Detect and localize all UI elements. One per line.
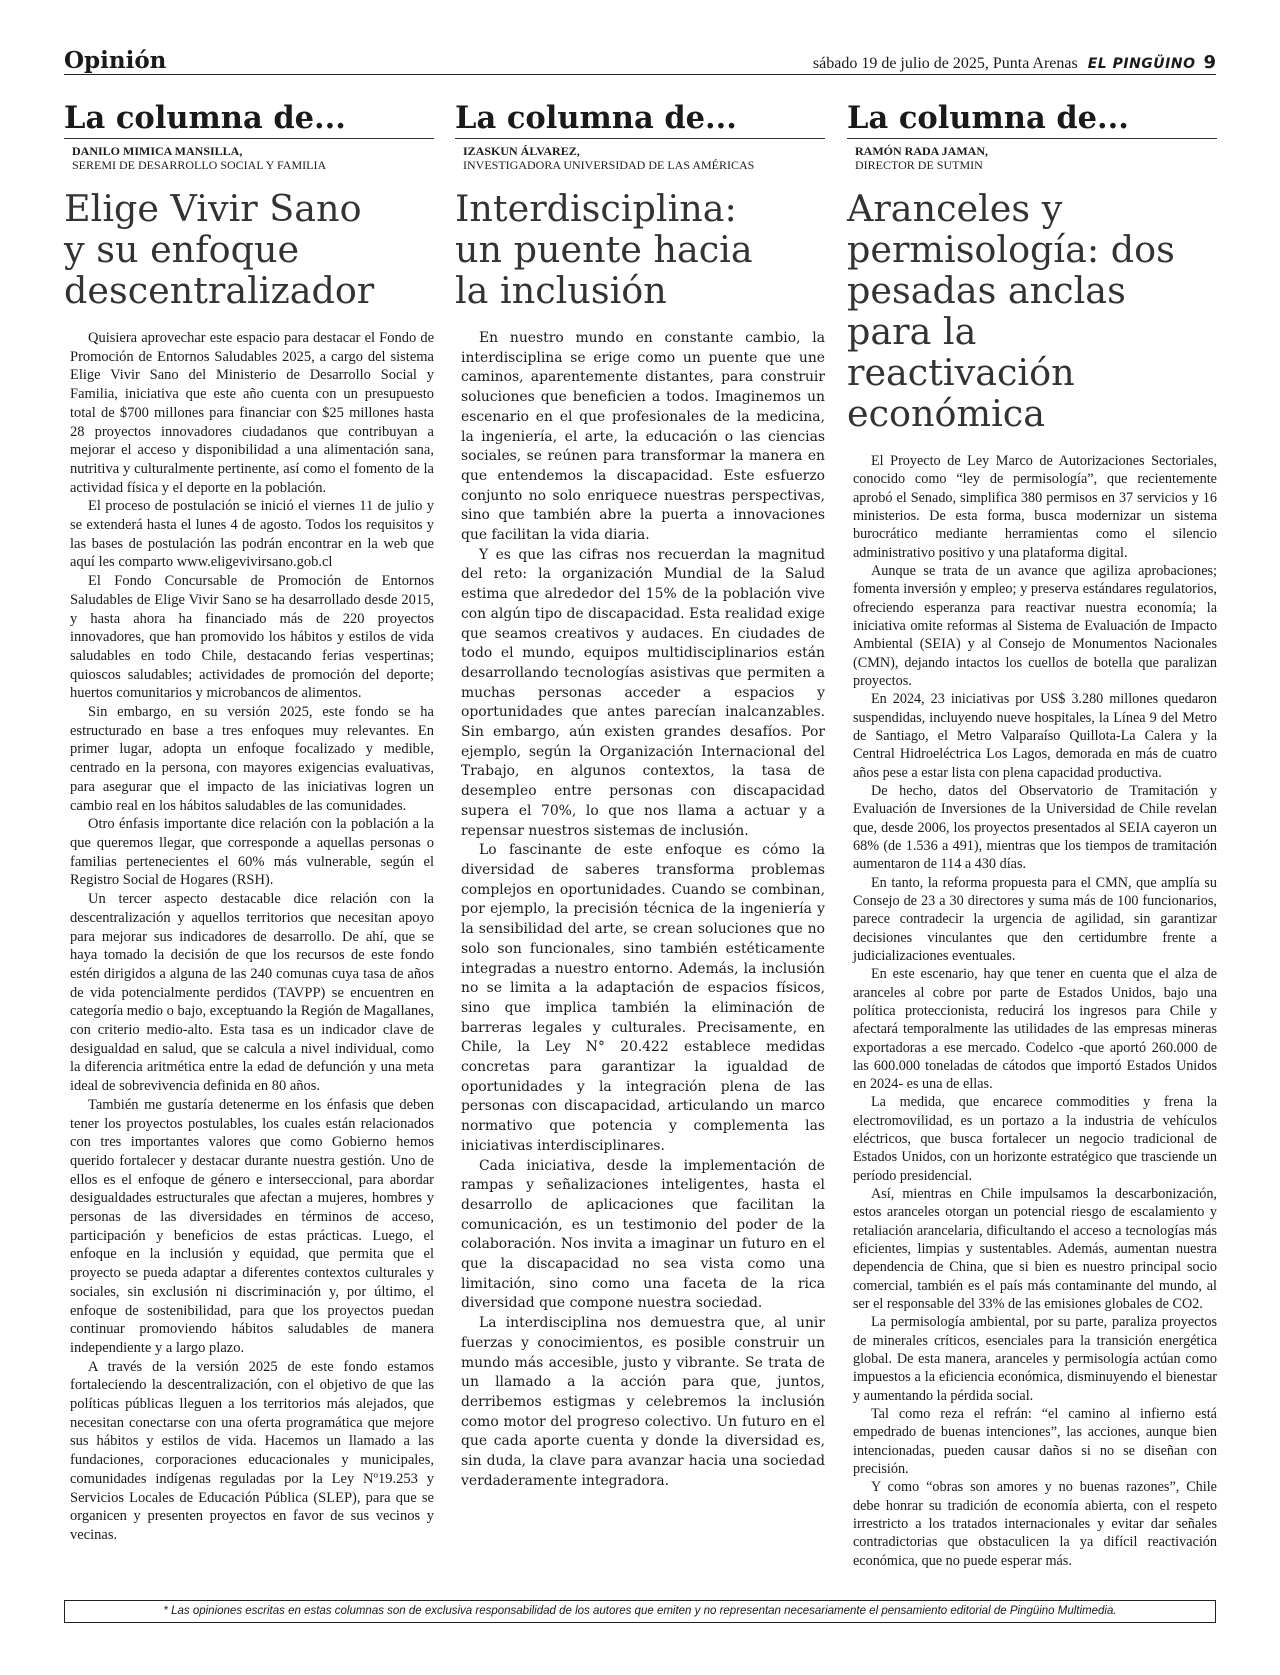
paragraph: En este escenario, hay que tener en cuenta que el alza de aranceles al cobre por parte de Estados Unidos, bajo una política proteccionista, reducirá los ingresos para Chile y afectará temporalmente las utilidades de las empresas mineras exportadoras a ese mercado. Codelco -que aportó 260.000 de las 600.000 toneladas de cátodos que importó Estados Unidos en 2024- es una de ellas. [853, 966, 1217, 1093]
opinion-column-1 [64, 100, 434, 1545]
headline-line: un puente hacia [455, 228, 753, 271]
paragraph: Cada iniciativa, desde la implementación de rampas y señalizaciones inteligentes, hasta el desarrollo de aplicaciones que facilitan la comunicación, es un testimonio del poder de la colaboración. Nos invita a imaginar un futuro en el que la discapacidad no sea vista como una limitación, sino como una faceta de la rica diversidad que compone nuestra sociedad. [461, 1157, 825, 1312]
headline-line: reactivación económica [847, 351, 1075, 435]
paragraph: Lo fascinante de este enfoque es cómo la diversidad de saberes transforma problemas complejos en oportunidades. Cuando se combinan, por ejemplo, la precisión técnica de la ingeniería y la sensibilidad del arte, se crean soluciones que no solo son funcionales, sino también estéticamente integradas a nuestro entorno. Además, la inclusión no se limita a la adaptación de espacios físicos, sino que implica también la eliminación de barreras legales y culturales. Precisamente, en Chile, la Ley N° 20.422 establece medidas concretas para garantizar la igualdad de oportunidades y la integración plena de las personas con discapacidad, articulando un marco normativo que potencia y complementa las iniciativas interdisciplinares. [461, 842, 825, 1154]
headline-line: Aranceles y [847, 187, 1063, 230]
opinion-column-3 [847, 100, 1217, 1570]
paragraph: Sin embargo, en su versión 2025, este fondo se ha estructurado en base a tres enfoques muy relevantes. En primer lugar, adopta un enfoque focalizado y medible, centrado en la persona, con mayores exigencias evaluativas, para asegurar que el impacto de las iniciativas logren un cambio real en los hábitos saludables de las comunidades. [70, 704, 434, 814]
column-kicker: La columna de... [847, 100, 1217, 139]
headline-line: pesadas anclas para la [847, 269, 1126, 353]
paragraph: Y es que las cifras nos recuerdan la magnitud del reto: la organización Mundial de la Salud estima que alrededor del 15% de la población vive con algún tipo de discapacidad. Esta realidad exige que seamos creativos y audaces. En ciudades de todo el mundo, equipos multidisciplinarios están desarrollando tecnologías asistivas que permiten a muchas personas acceder a espacios y oportunidades que antes parecían inalcanzables. Sin embargo, aún existen grandes desafíos. Por ejemplo, según la Organización Internacional del Trabajo, en algunos contextos, la tasa de desempleo entre personas con discapacidad supera el 70%, lo que nos llama a actuar y a repensar nuestros sistemas de inclusión. [461, 546, 825, 839]
header-right [813, 52, 1216, 73]
article-body [455, 329, 825, 1491]
headline-line: descentralizador [64, 269, 375, 312]
author-name: DANILO MIMICA MANSILLA, [72, 144, 243, 158]
paragraph: La medida, que encarece commodities y frena la electromovilidad, es un portazo a la industria de vehículos eléctricos, que busca fortalecer un negocio tradicional de Estados Unidos, con un horizonte estratégico que trasciende un período presidencial. [853, 1094, 1217, 1184]
author-role: SEREMI DE DESARROLLO SOCIAL Y FAMILIA [72, 158, 327, 172]
article-body [64, 329, 434, 1545]
paragraph: La interdisciplina nos demuestra que, al unir fuerzas y conocimientos, es posible construir un mundo más accesible, justo y vibrante. Se trata de un llamado a la acción para que, juntos, derribemos estigmas y celebremos la inclusión como motor del progreso colectivo. Un futuro en el que cada aporte cuenta y donde la diversidad es, sin duda, la clave para avanzar hacia una sociedad verdaderamente integradora. [461, 1315, 825, 1489]
paragraph: Tal como reza el refrán: “el camino al infierno está empedrado de buenas intenciones”, las acciones, aunque bien intencionadas, pueden causar daños si no se diseñan con precisión. [853, 1406, 1217, 1478]
paragraph: La permisología ambiental, por su parte, paraliza proyectos de minerales críticos, esenciales para la transición energética global. De esta manera, aranceles y permisología actúan como impuestos a la eficiencia económica, disminuyendo el bienestar y aumentando la pérdida social. [853, 1314, 1217, 1404]
headline-line: y su enfoque [64, 228, 300, 271]
author-role: DIRECTOR DE SUTMIN [855, 158, 983, 172]
article-headline [455, 188, 825, 311]
paragraph: También me gustaría detenerme en los énfasis que deben tener los proyectos postulables, los cuales están relacionados con tres importantes valores que como Gobierno hemos querido fortalecer y destacar durante nuestra gestión. Uno de ellos es el enfoque de género e interseccional, para abordar desigualdades estructurales que afectan a mujeres, hombres y personas de las diversidades en términos de acceso, participación y beneficios de estas prácticas. Luego, el enfoque en la inclusión y equidad, que permita que el proyecto se pueda adaptar a diferentes contextos culturales y sociales, sin exclusión ni discriminación y, por último, el enfoque de sostenibilidad, para que los proyectos puedan continuar promoviendo hábitos saludables de manera independiente y a largo plazo. [70, 1096, 434, 1356]
headline-line: permisología: dos [847, 228, 1175, 271]
paragraph: Así, mientras en Chile impulsamos la descarbonización, estos aranceles otorgan un potencial riesgo de escalamiento y retaliación arancelaria, dificultando el acceso a tecnologías más eficientes, limpias y sustentables. Además, aumentan nuestra dependencia de China, que si bien es nuestro principal socio comercial, también es el país más contaminante del mundo, al ser el responsable del 33% de las emisiones globales de CO2. [853, 1186, 1217, 1313]
paragraph: Aunque se trata de un avance que agiliza aprobaciones; fomenta inversión y empleo; y preserva estándares regulatorios, ofreciendo esperanza para reactivar nuestra economía; la iniciativa omite reformas al Sistema de Evaluación de Impacto Ambiental (SEIA) y al Consejo de Monumentos Nacionales (CMN), dejando intactos los cuellos de botella que paralizan proyectos. [853, 562, 1217, 689]
page-header [64, 48, 1216, 75]
newspaper-logo: EL PINGÜINO [1087, 56, 1196, 72]
author-name: RAMÓN RADA JAMAN, [855, 144, 988, 158]
article-headline [847, 188, 1217, 434]
paragraph: Quisiera aprovechar este espacio para destacar el Fondo de Promoción de Entornos Saludables 2025, a cargo del sistema Elige Vivir Sano del Ministerio de Desarrollo Social y Familia, iniciativa que este año cuenta con un presupuesto total de $700 millones para financiar con $25 millones hasta 28 proyectos innovadores ciudadanos que contribuyan a mejorar el acceso y disponibilidad a una alimentación sana, nutritiva y culturalmente pertinente, así como el fomento de la actividad física y el deporte en la población. [70, 330, 434, 496]
headline-line: la inclusión [455, 269, 667, 312]
article-body [847, 452, 1217, 1570]
paragraph: Otro énfasis importante dice relación con la población a la que queremos llegar, que corresponde a aquellas personas o familias pertenecientes el 60% más vulnerable, según el Registro Social de Hogares (RSH). [70, 816, 434, 889]
paragraph: En tanto, la reforma propuesta para el CMN, que amplía su Consejo de 23 a 30 directores y suma más de 100 funcionarios, parece contradecir la urgencia de agilidad, sin garantizar decisiones vinculantes que den certidumbre frente a judicializaciones eventuales. [853, 874, 1217, 964]
paragraph: De hecho, datos del Observatorio de Tramitación y Evaluación de Inversiones de la Universidad de Chile revelan que, desde 2006, los proyectos presentados al SEIA cayeron un 68% (de 1.536 a 491), mientras que los tiempos de tramitación aumentaron de 114 a 430 días. [853, 782, 1217, 873]
paragraph: El Fondo Concursable de Promoción de Entornos Saludables de Elige Vivir Sano se ha desarrollado desde 2015, y hasta ahora ha financiado más de 220 proyectos innovadores, que han promovido los hábitos y estilos de vida saludables en todo Chile, destacando ferias vespertinas; quioscos saludables; actividades de promoción del deporte; huertos comunitarios y microbancos de alimentos. [70, 573, 434, 702]
paragraph: El Proyecto de Ley Marco de Autorizaciones Sectoriales, conocido como “ley de permisología”, que recientemente aprobó el Senado, simplifica 380 permisos en 37 servicios y 16 ministerios. De esta forma, busca modernizar un sistema burocrático mediante herramientas como el silencio administrativo positivo y una plataforma digital. [853, 453, 1217, 561]
paragraph: Un tercer aspecto destacable dice relación con la descentralización y aquellos territorios que necesitan apoyo para mejorar sus indicadores de desarrollo. De ahí, que se haya tomado la decisión de que los recursos de este fondo estén dirigidos a alguna de las 240 comunas cuya tasa de años de vida potencialmente perdidos (TAVPP) se encuentren en categoría medio o bajo, exceptuando la Región de Magallanes, con criterio medio-alto. Esta tasa es un indicador clave de desigualdad en salud, que se calcula a nivel individual, como la diferencia aritmética entre la edad de defunción y una meta ideal de sobrevivencia definida en 80 años. [70, 891, 434, 1095]
paragraph: En nuestro mundo en constante cambio, la interdisciplina se erige como un puente que une caminos, aparentemente distantes, para construir soluciones que beneficien a todos. Imaginemos un escenario en el que profesionales de la medicina, la ingeniería, el arte, la educación o las ciencias sociales, se reúnen para transformar la manera en que entendemos la discapacidad. Este esfuerzo conjunto no solo enriquece nuestras perspectivas, sino que también abre la puerta a innovaciones que facilitan la vida diaria. [461, 330, 825, 544]
column-kicker: La columna de... [64, 100, 434, 139]
article-headline [64, 188, 434, 311]
paragraph: En 2024, 23 iniciativas por US$ 3.280 millones quedaron suspendidas, incluyendo nueve hospitales, la Línea 9 del Metro de Santiago, el Metro Valparaíso Quillota-La Calera y la Central Hidroeléctrica Los Lagos, demorada en más de cuatro años pese a estar lista con plena capacidad productiva. [853, 691, 1217, 781]
headline-line: Elige Vivir Sano [64, 187, 362, 230]
column-kicker: La columna de... [455, 100, 825, 139]
paragraph: El proceso de postulación se inició el viernes 11 de julio y se extenderá hasta el lunes 4 de agosto. Todos los requisitos y las bases de postulación las podrán encontrar en la web que aquí les comparto www.eligevivirsano.gob.cl [70, 498, 434, 571]
dateline: sábado 19 de julio de 2025, Punta Arenas [812, 55, 1078, 72]
paragraph: Y como “obras son amores y no buenas razones”, Chile debe honrar su tradición de economía abierta, con el respeto irrestricto a los tratados internacionales y evitar dar señales contradictorias que obstaculicen la ya difícil reactivación económica, que no puede esperar más. [853, 1479, 1217, 1569]
page-number: 9 [1203, 52, 1216, 73]
section-title: Opinión [64, 47, 167, 74]
headline-line: Interdisciplina: [455, 187, 737, 230]
author-name: IZASKUN ÁLVAREZ, [463, 144, 580, 158]
disclaimer-footer: * Las opiniones escritas en estas columnas son de exclusiva responsabilidad de los autores que emiten y no representan necesariamente el pensamiento editorial de Pingüino Multimedia. [64, 1600, 1216, 1623]
opinion-column-2 [455, 100, 825, 1491]
paragraph: A través de la versión 2025 de este fondo estamos fortaleciendo la descentralización, con el objetivo de que las políticas públicas lleguen a los territorios más alejados, que necesitan conectarse con una oferta programática que mejore sus hábitos y estilos de vida. Hacemos un llamado a las fundaciones, corporaciones educacionales y municipales, comunidades indígenas reguladas por la Ley Nº19.253 y Servicios Locales de Educación Pública (SLEP), para que se organicen y presenten proyectos en favor de sus vecinos y vecinas. [70, 1358, 434, 1543]
author-role: INVESTIGADORA UNIVERSIDAD DE LAS AMÉRICAS [463, 158, 755, 172]
